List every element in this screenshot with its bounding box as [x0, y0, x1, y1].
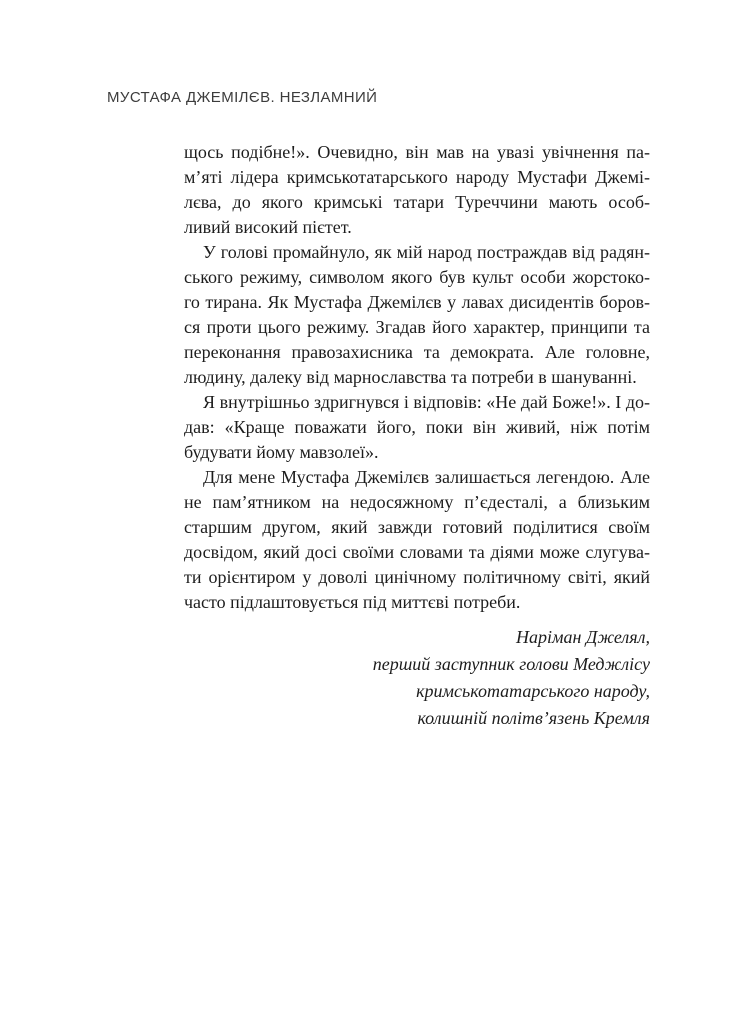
signature-block	[184, 624, 650, 732]
text-line: Я внутрішньо здригнувся і відповів: «Не дай Боже!». І до-	[203, 392, 650, 412]
text-line: ти орієнтиром у доволі цинічному політичному світі, який	[184, 567, 650, 587]
text-line: досвідом, який досі своїми словами та діями може слугува-	[184, 542, 650, 562]
text-line: го тирана. Як Мустафа Джемілєв у лавах дисидентів боров-	[184, 292, 650, 312]
text-line: не пам’ятником на недосяжному п’єдесталі, а близьким	[184, 492, 650, 512]
signature-line: перший заступник голови Меджлісу	[372, 654, 650, 674]
text-line: м’яті лідера кримськотатарського народу Мустафи Джемі-	[184, 167, 650, 187]
text-line: Для мене Мустафа Джемілєв залишається легендою. Але	[203, 467, 650, 487]
signature-line: Наріман Джелял,	[516, 627, 650, 647]
text-line: переконання правозахисника та демократа. Але головне,	[184, 342, 650, 362]
text-line: дав: «Краще поважати його, поки він живий, ніж потім	[184, 417, 650, 437]
paragraph	[184, 465, 650, 615]
text-line: часто підлаштовується під миттєві потреби.	[184, 592, 521, 612]
signature-line: колишній політв’язень Кремля	[417, 708, 650, 728]
text-line: людину, далеку від марнославства та потреби в шануванні.	[184, 367, 637, 387]
paragraph	[184, 240, 650, 390]
text-line: будувати йому мавзолеї».	[184, 442, 379, 462]
paragraph	[184, 390, 650, 465]
body-text	[184, 140, 650, 732]
paragraph	[184, 140, 650, 240]
text-line: ся проти цього режиму. Згадав його характер, принципи та	[184, 317, 650, 337]
text-line: лєва, до якого кримські татари Туреччини мають особ-	[184, 192, 650, 212]
text-line: щось подібне!». Очевидно, він мав на увазі увічнення па-	[184, 142, 650, 162]
running-head: МУСТАФА ДЖЕМІЛЄВ. НЕЗЛАМНИЙ	[107, 89, 378, 106]
text-line: ського режиму, символом якого був культ особи жорстоко-	[184, 267, 650, 287]
text-line: старшим другом, який завжди готовий поділитися своїм	[184, 517, 650, 537]
text-line: ливий високий пієтет.	[184, 217, 352, 237]
signature-line: кримськотатарського народу,	[416, 681, 650, 701]
text-line: У голові промайнуло, як мій народ постраждав від радян-	[203, 242, 650, 262]
